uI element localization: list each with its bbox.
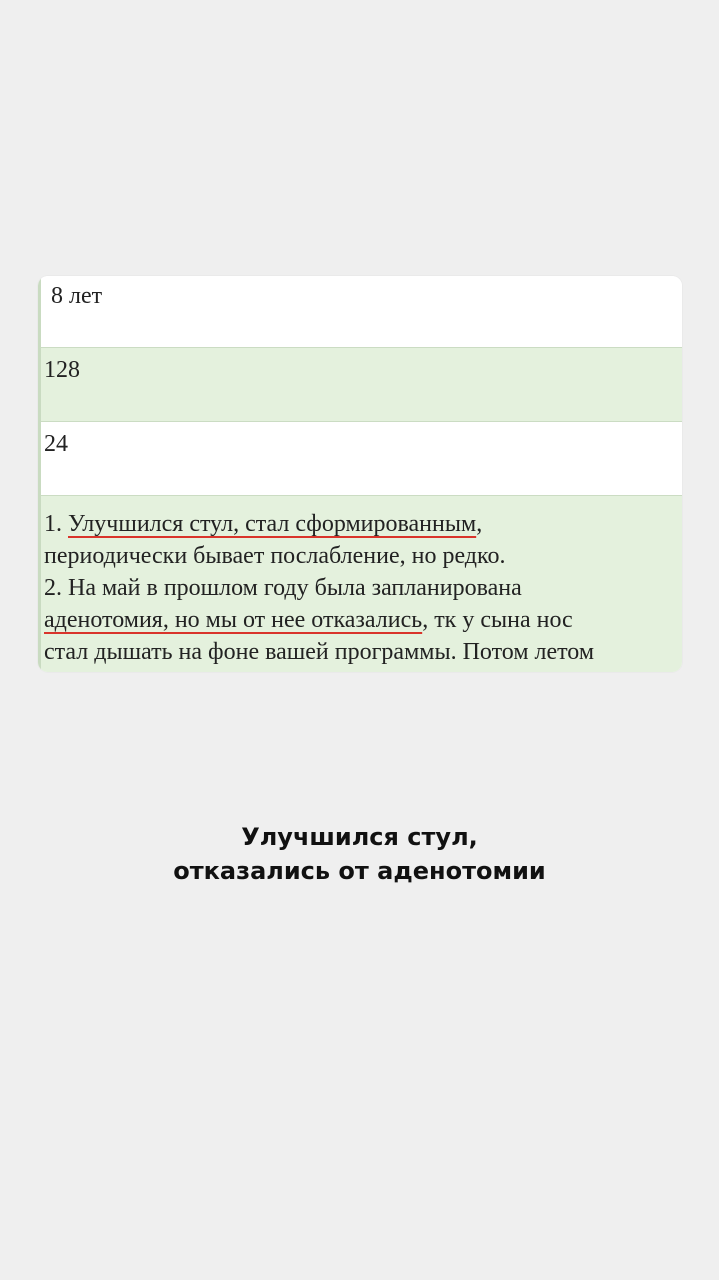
note-line-5: стал дышать на фоне вашей программы. Потом летом bbox=[44, 639, 595, 665]
table-left-border bbox=[38, 276, 41, 672]
value-24: 24 bbox=[44, 431, 68, 457]
table-row-value-1 bbox=[38, 348, 682, 424]
table-row-age bbox=[38, 276, 682, 350]
highlight-adenotomy-refused: аденотомия, но мы от нее отказались bbox=[44, 607, 423, 633]
note-line-3: 2. На май в прошлом году была запланирована bbox=[44, 575, 522, 601]
table-row-note bbox=[38, 496, 682, 672]
note-line-1-number: 1. bbox=[44, 511, 68, 537]
caption-line-1: Улучшился стул, bbox=[241, 823, 478, 851]
note-line-2: периодически бывает послабление, но редко. bbox=[44, 543, 506, 569]
value-128: 128 bbox=[44, 357, 80, 383]
story-caption bbox=[0, 820, 719, 888]
highlight-stool-improved: Улучшился стул, стал сформированным bbox=[68, 511, 477, 537]
note-line-1 bbox=[44, 508, 594, 540]
note-line-1-comma: , bbox=[476, 511, 483, 537]
document-table-card bbox=[38, 276, 682, 672]
note-line-4-rest: , тк у сына нос bbox=[422, 607, 573, 633]
caption-line-2: отказались от аденотомии bbox=[173, 857, 546, 885]
feedback-note bbox=[44, 508, 594, 668]
age-value: 8 лет bbox=[51, 283, 103, 309]
table-row-value-2 bbox=[38, 422, 682, 498]
note-line-4 bbox=[44, 604, 594, 636]
